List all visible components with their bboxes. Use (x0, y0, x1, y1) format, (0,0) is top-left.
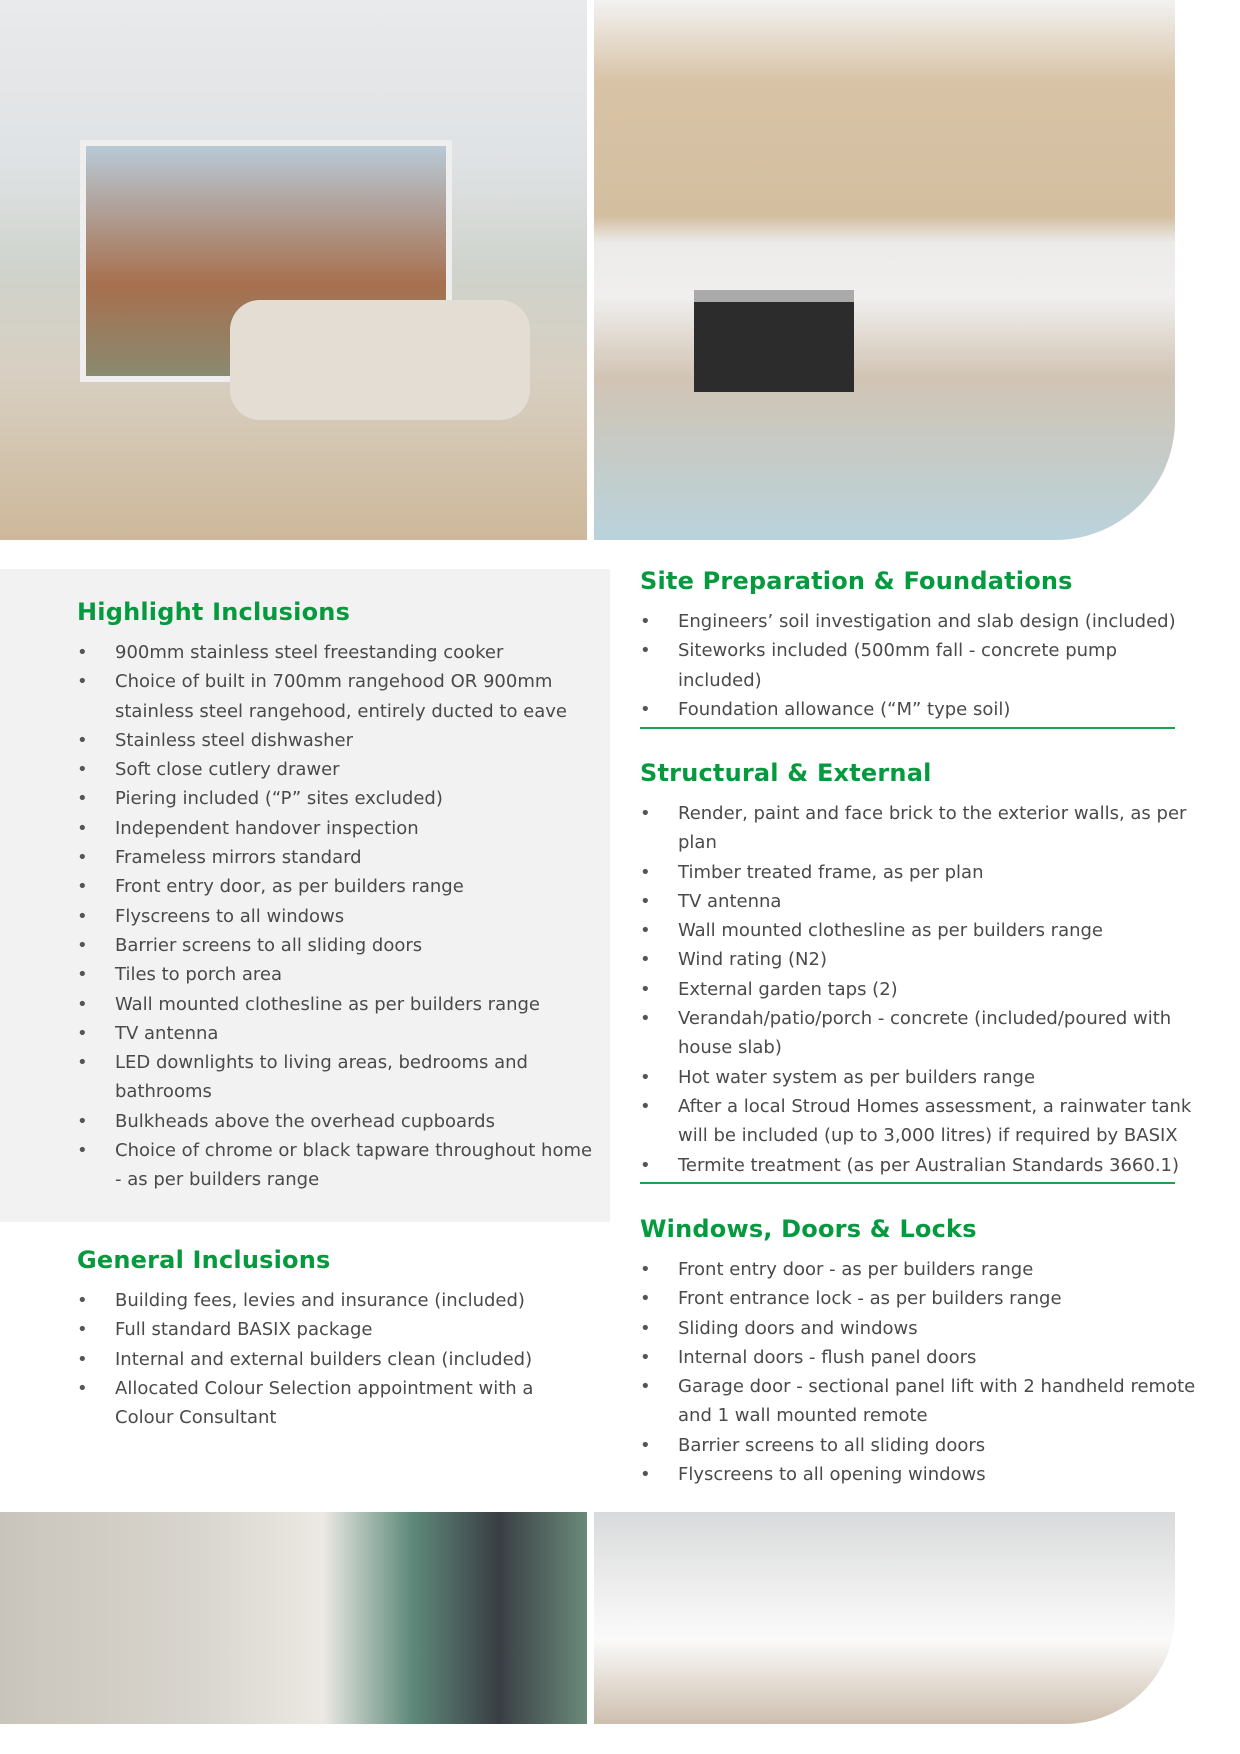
list-item: • Choice of chrome or black tapware throughout home - as per builders range (77, 1136, 597, 1195)
list-item: • Termite treatment (as per Australian Standards 3660.1) (640, 1151, 1200, 1180)
list-item: • Front entry door, as per builders range (77, 872, 597, 901)
list-item: • Building fees, levies and insurance (included) (77, 1286, 597, 1315)
living-room-photo (0, 0, 587, 540)
list-item: • LED downlights to living areas, bedrooms and bathrooms (77, 1048, 597, 1107)
list-item: • Allocated Colour Selection appointment with a Colour Consultant (77, 1374, 597, 1433)
list-item: • Bulkheads above the overhead cupboards (77, 1107, 597, 1136)
divider (640, 727, 1175, 729)
list-item: • Full standard BASIX package (77, 1315, 597, 1344)
list-item: • Verandah/patio/porch - concrete (included/poured with house slab) (640, 1004, 1200, 1063)
list-item: • Choice of built in 700mm rangehood OR 900mm stainless steel rangehood, entirely ducted to eave (77, 667, 597, 726)
list-item: • Stainless steel dishwasher (77, 726, 597, 755)
list-item: • Siteworks included (500mm fall - concrete pump included) (640, 636, 1200, 695)
list-item: • Barrier screens to all sliding doors (77, 931, 597, 960)
section-heading: Highlight Inclusions (77, 598, 351, 626)
list-item: • Hot water system as per builders range (640, 1063, 1200, 1092)
list-item: • Internal and external builders clean (included) (77, 1345, 597, 1374)
list-item: • Sliding doors and windows (640, 1314, 1200, 1343)
list-item: • Tiles to porch area (77, 960, 597, 989)
list-item: • Garage door - sectional panel lift with 2 handheld remote and 1 wall mounted remote (640, 1372, 1200, 1431)
list-item: • Front entry door - as per builders range (640, 1255, 1200, 1284)
list-item: • Render, paint and face brick to the exterior walls, as per plan (640, 799, 1200, 858)
list-item: • Wall mounted clothesline as per builders range (77, 990, 597, 1019)
list-item: • Frameless mirrors standard (77, 843, 597, 872)
inclusion-list (640, 607, 1200, 724)
list-item: • Independent handover inspection (77, 814, 597, 843)
inclusion-list (77, 638, 597, 1195)
inclusion-list (640, 1255, 1200, 1489)
section-heading: General Inclusions (77, 1246, 331, 1274)
list-item: • Front entrance lock - as per builders range (640, 1284, 1200, 1313)
section-heading: Windows, Doors & Locks (640, 1215, 977, 1243)
list-item: • After a local Stroud Homes assessment, a rainwater tank will be included (up to 3,000 litres) if required by BASIX (640, 1092, 1200, 1151)
list-item: • Flyscreens to all windows (77, 902, 597, 931)
general-inclusions-section (77, 1246, 597, 1432)
structural-external-section (640, 759, 1200, 1180)
section-heading: Structural & External (640, 759, 932, 787)
list-item: • Barrier screens to all sliding doors (640, 1431, 1200, 1460)
list-item: • Timber treated frame, as per plan (640, 858, 1200, 887)
section-heading: Site Preparation & Foundations (640, 567, 1073, 595)
list-item: • 900mm stainless steel freestanding cooker (77, 638, 597, 667)
highlight-inclusions-section (77, 598, 597, 1195)
divider (640, 1182, 1175, 1184)
list-item: • TV antenna (640, 887, 1200, 916)
list-item: • Foundation allowance (“M” type soil) (640, 695, 1200, 724)
dining-living-photo (0, 1512, 587, 1724)
list-item: • Soft close cutlery drawer (77, 755, 597, 784)
list-item: • External garden taps (2) (640, 975, 1200, 1004)
list-item: • Piering included (“P” sites excluded) (77, 784, 597, 813)
list-item: • TV antenna (77, 1019, 597, 1048)
list-item: • Engineers’ soil investigation and slab design (included) (640, 607, 1200, 636)
bedroom-photo (594, 1512, 1175, 1724)
inclusion-list (77, 1286, 597, 1432)
inclusion-list (640, 799, 1200, 1180)
windows-doors-locks-section (640, 1215, 1200, 1489)
site-preparation-section (640, 567, 1200, 724)
list-item: • Wall mounted clothesline as per builders range (640, 916, 1200, 945)
list-item: • Flyscreens to all opening windows (640, 1460, 1200, 1489)
list-item: • Internal doors - flush panel doors (640, 1343, 1200, 1372)
list-item: • Wind rating (N2) (640, 945, 1200, 974)
kitchen-photo (594, 0, 1175, 540)
